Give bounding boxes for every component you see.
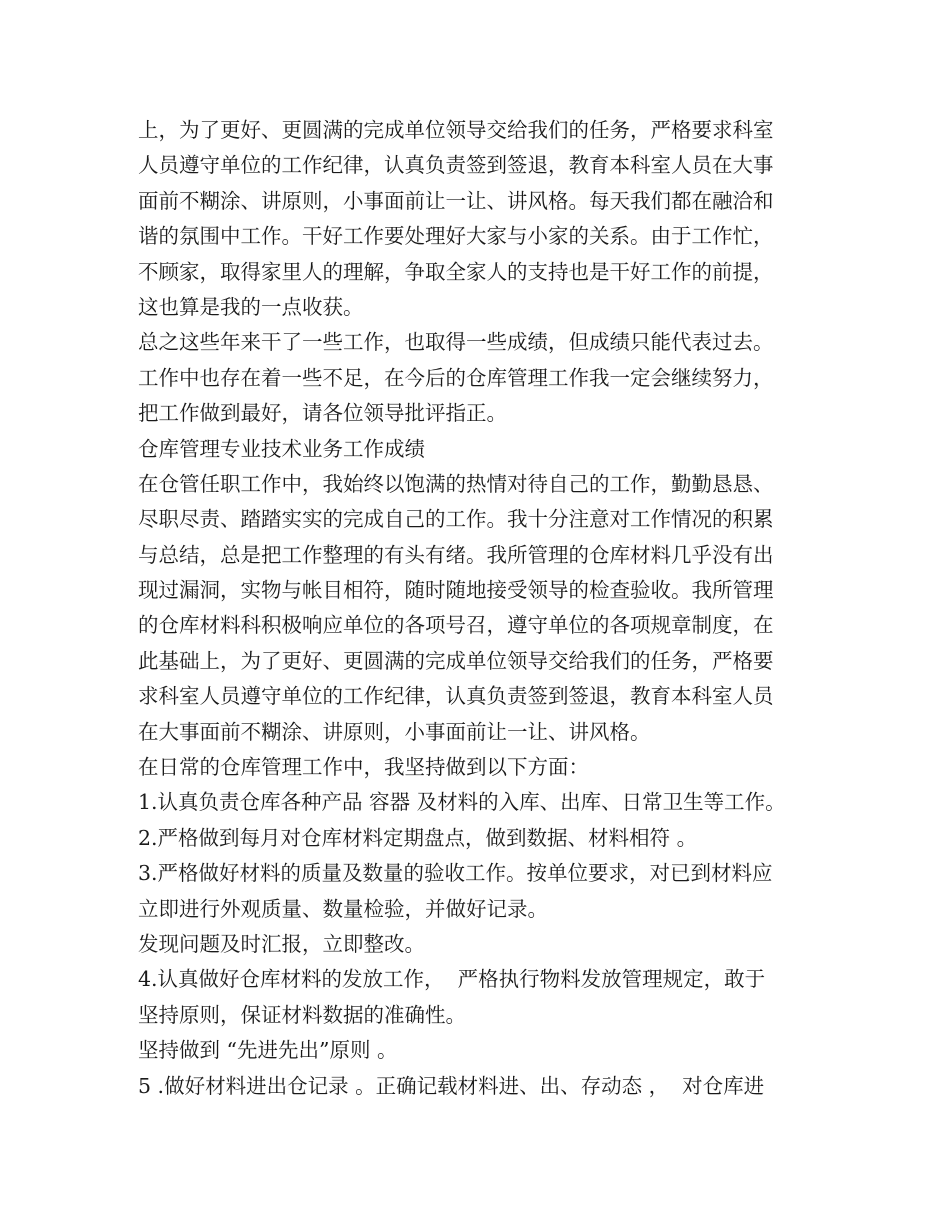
text-line: 在日常的仓库管理工作中，我坚持做到以下方面： (138, 755, 589, 780)
text-line: 不顾家，取得家里人的理解，争取全家人的支持也是干好工作的前提， (138, 259, 774, 284)
text-line: 的仓库材料科积极响应单位的各项号召，遵守单位的各项规章制度，在 (138, 613, 774, 638)
text-line: 谐的氛围中工作。干好工作要处理好大家与小家的关系。由于工作忙， (138, 224, 774, 249)
text-line: 现过漏洞，实物与帐目相符，随时随地接受领导的检查验收。我所管理 (138, 578, 774, 603)
section-heading: 仓库管理专业技术业务工作成绩 (138, 436, 425, 461)
text-line: 把工作做到最好，请各位领导批评指正。 (138, 401, 507, 426)
list-item: 1.认真负责仓库各种产品 容器 及材料的入库、出库、日常卫生等工作。 (138, 790, 786, 815)
text-line: 人员遵守单位的工作纪律，认真负责签到签退，教育本科室人员在大事 (138, 153, 774, 178)
text-line: 总之这些年来干了一些工作，也取得一些成绩，但成绩只能代表过去。 (138, 330, 774, 355)
text-line: 立即进行外观质量、数量检验，并做好记录。 (138, 896, 548, 921)
text-line: 这也算是我的一点收获。 (138, 294, 364, 319)
text-line: 坚持原则，保证材料数据的准确性。 (138, 1002, 466, 1027)
list-item: 3.严格做好材料的质量及数量的验收工作。按单位要求，对已到材料应 (138, 861, 773, 886)
text-line: 此基础上，为了更好、更圆满的完成单位领导交给我们的任务，严格要 (138, 648, 774, 673)
list-item: 5 .做好材料进出仓记录 。正确记载材料进、出、存动态 ， 对仓库进 (138, 1073, 765, 1098)
text-line: 求科室人员遵守单位的工作纪律，认真负责签到签退，教育本科室人员 (138, 684, 774, 709)
text-line: 在大事面前不糊涂、讲原则，小事面前让一让、讲风格。 (138, 719, 651, 744)
text-line: 与总结，总是把工作整理的有头有绪。我所管理的仓库材料几乎没有出 (138, 542, 774, 567)
list-item: 4.认真做好仓库材料的发放工作， 严格执行物料发放管理规定，敢于 (138, 967, 766, 992)
list-item: 2.严格做到每月对仓库材料定期盘点，做到数据、材料相符 。 (138, 825, 698, 850)
text-line: 尽职尽责、踏踏实实的完成自己的工作。我十分注意对工作情况的积累 (138, 507, 774, 532)
document-body (138, 113, 828, 1104)
text-line: 在仓管任职工作中，我始终以饱满的热情对待自己的工作，勤勤恳恳、 (138, 471, 774, 496)
text-line: 发现问题及时汇报，立即整改。 (138, 931, 425, 956)
text-line: 上，为了更好、更圆满的完成单位领导交给我们的任务，严格要求科室 (138, 118, 774, 142)
text-line: 坚持做到 “先进先出”原则 。 (138, 1038, 398, 1063)
text-line: 面前不糊涂、讲原则，小事面前让一让、讲风格。每天我们都在融洽和 (138, 188, 774, 213)
text-line: 工作中也存在着一些不足，在今后的仓库管理工作我一定会继续努力， (138, 365, 774, 390)
